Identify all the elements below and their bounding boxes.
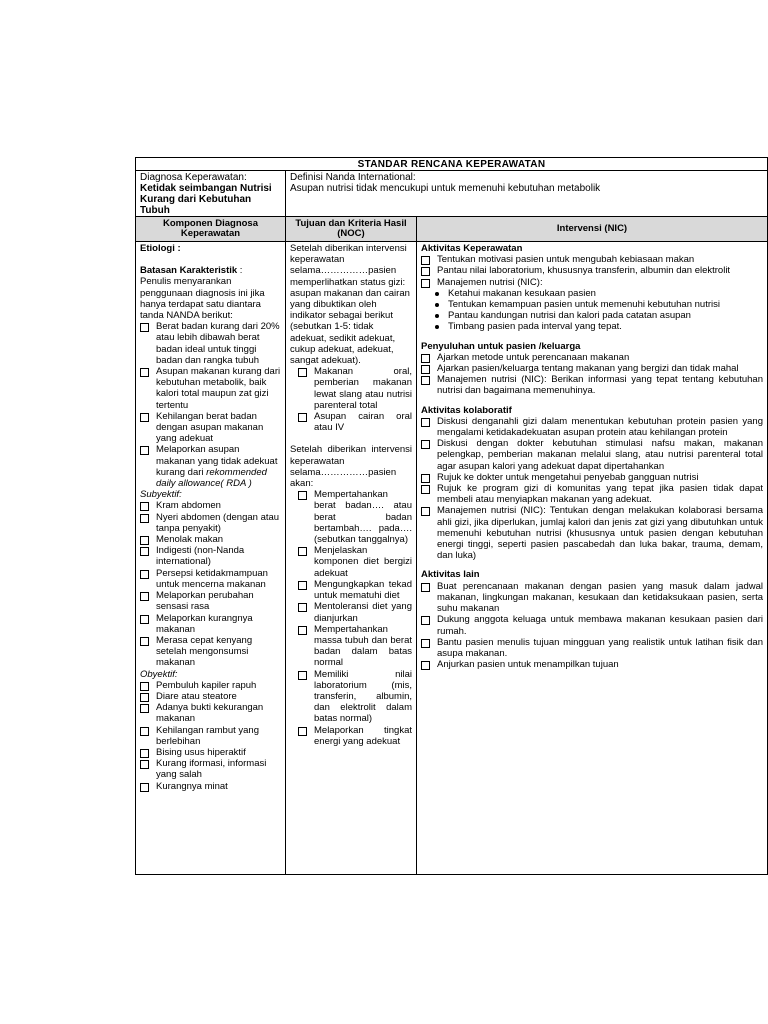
list-item: Nyeri abdomen (dengan atau tanpa penyakit) — [140, 512, 281, 534]
checkbox-icon — [421, 365, 430, 374]
checkbox-icon — [140, 368, 149, 377]
checkbox-icon — [421, 418, 430, 427]
checkbox-icon — [298, 603, 307, 612]
checkbox-icon — [298, 581, 307, 590]
checkbox-icon — [140, 547, 149, 556]
checkbox-icon — [140, 637, 149, 646]
bullet-item: Pantau kandungan nutrisi dan kalori pada catatan asupan — [435, 310, 763, 321]
noc-scale: (sebutkan 1-5: tidak adekuat, sedikit adekuat, cukup adekuat, adekuat, sangat adekuat). — [290, 321, 396, 367]
list-item: Anjurkan pasien untuk menampilkan tujuan — [421, 659, 763, 670]
list-item: Tentukan motivasi pasien untuk mengubah kebiasaan makan — [421, 254, 763, 265]
list-item: Bising usus hiperaktif — [140, 747, 281, 758]
checkbox-icon — [421, 267, 430, 276]
diagnosis-name: Ketidak seimbangan Nutrisi Kurang dari Kebutuhan Tubuh — [140, 183, 272, 216]
checkbox-icon — [140, 727, 149, 736]
checkbox-icon — [421, 507, 430, 516]
list-item: Mempertahankan massa tubuh dan berat badan dalam batas normal — [298, 624, 412, 669]
checkbox-icon — [421, 616, 430, 625]
list-item: Diskusi denganahli gizi dalam menentukan kebutuhan protein pasien yang mengalami ketidakadekuatan asupan protein atau kehilangan protein — [421, 416, 763, 438]
bullet-icon — [435, 314, 439, 318]
checkbox-icon — [140, 682, 149, 691]
checkbox-icon — [140, 323, 149, 332]
list-item: Asupan cairan oral atau IV — [298, 411, 412, 433]
list-item: Kehilangan rambut yang berlebihan — [140, 725, 281, 747]
list-item: Merasa cepat kenyang setelah mengonsumsi makanan — [140, 635, 281, 669]
list-item: Menjelaskan komponen diet bergizi adekuat — [298, 545, 412, 579]
checkbox-icon — [140, 749, 149, 758]
list-item: Adanya bukti kekurangan makanan — [140, 702, 281, 724]
checkbox-icon — [421, 485, 430, 494]
list-item: Memiliki nilai laboratorium (mis, transferin, albumin, dan elektrolit dalam batas normal) — [298, 669, 412, 725]
section-heading: Aktivitas kolaboratif — [421, 404, 512, 416]
checkbox-icon — [140, 592, 149, 601]
list-item: Manajemen nutrisi (NIC): Berikan informasi yang tepat tentang kebutuhan nutrisi dan bagaimana memenuhinya. — [421, 374, 763, 396]
bullet-item: Timbang pasien pada interval yang tepat. — [435, 321, 763, 332]
tujuan-column — [286, 242, 417, 875]
checkbox-icon — [140, 446, 149, 455]
list-item: Mempertahankan berat badan…. atau berat badan bertambah…. pada…. (sebutkan tanggalnya) — [298, 489, 412, 545]
checkbox-icon — [421, 639, 430, 648]
list-item: Rujuk ke program gizi di komunitas yang tepat jika pasien tidak dapat membeli atau menyiapkan makanan yang adekuat. — [421, 483, 763, 505]
checkbox-icon — [140, 693, 149, 702]
title-row — [136, 158, 768, 171]
definition-label: Definisi Nanda International: — [290, 172, 416, 183]
list-item: Manajemen nutrisi (NIC): Tentukan dengan melakukan kolaborasi bersama ahli gizi, jika diperlukan, jumlaj kalori dan jenis zat gizi yang dibutuhkan untuk memenuhi kebutuhan nutrisi (khususnya untuk pasien dengan kebutuhan energi tinggi, seperti pasien pascabedah dan luka bakar, trauma, demam, dan luka) — [421, 505, 763, 561]
list-item: Ajarkan pasien/keluarga tentang makanan yang bergizi dan tidak mahal — [421, 363, 763, 374]
batasan-heading — [140, 265, 281, 276]
definition-text: Asupan nutrisi tidak mencukupi untuk memenuhi kebutuhan metabolik — [290, 183, 601, 194]
checkbox-icon — [140, 570, 149, 579]
batasan-colon: : — [237, 265, 243, 277]
checkbox-icon — [421, 583, 430, 592]
batasan-intro: Penulis menyarankan penggunaan diagnosis ini jika hanya terdapat satu diantara tanda NANDA berikut: — [140, 276, 265, 322]
list-item: Pembuluh kapiler rapuh — [140, 680, 281, 691]
list-item: Rujuk ke dokter untuk mengetahui penyebab gangguan nutrisi — [421, 472, 763, 483]
checkbox-icon — [140, 704, 149, 713]
header-tujuan: Tujuan dan Kriteria Hasil (NOC) — [286, 217, 417, 242]
section-heading: Penyuluhan untuk pasien /keluarga — [421, 340, 581, 352]
header-komponen: Komponen Diagnosa Keperawatan — [136, 217, 286, 242]
checkbox-icon — [140, 514, 149, 523]
bullet-icon — [435, 325, 439, 329]
checkbox-icon — [140, 760, 149, 769]
diagnosis-row — [136, 171, 768, 217]
header-row — [136, 217, 768, 242]
noc-intro-1: Setelah diberikan intervensi keperawatan selama……………pasien memperlihatkan status gizi: asupan makanan dan cairan yang dibuktikan oleh indikator sebagai berikut — [290, 243, 410, 322]
list-item: Diare atau steatore — [140, 691, 281, 702]
list-item: Manajemen nutrisi (NIC): — [421, 277, 763, 288]
checkbox-icon — [140, 783, 149, 792]
checkbox-icon — [298, 727, 307, 736]
checkbox-icon — [421, 279, 430, 288]
checkbox-icon — [140, 413, 149, 422]
list-item: Mengungkapkan tekad untuk mematuhi diet — [298, 579, 412, 601]
bullet-item: Tentukan kemampuan pasien untuk memenuhi kebutuhan nutrisi — [435, 299, 763, 310]
checkbox-icon — [298, 671, 307, 680]
checkbox-icon — [421, 474, 430, 483]
care-plan-table — [135, 157, 768, 875]
body-row — [136, 242, 768, 875]
checkbox-icon — [298, 626, 307, 635]
list-item: Melaporkan kurangnya makanan — [140, 613, 281, 635]
list-item: Kurang iformasi, informasi yang salah — [140, 758, 281, 780]
checkbox-icon — [298, 491, 307, 500]
batasan-label: Batasan Karakteristik — [140, 265, 238, 277]
bullet-icon — [435, 303, 439, 307]
list-item: Ajarkan metode untuk perencanaan makanan — [421, 352, 763, 363]
section-heading: Aktivitas Keperawatan — [421, 243, 523, 254]
checkbox-icon — [298, 413, 307, 422]
checkbox-icon — [421, 354, 430, 363]
list-item: Makanan oral, pemberian makanan lewat slang atau nutrisi parenteral total — [298, 366, 412, 411]
intervensi-column — [417, 242, 768, 875]
section-heading: Aktivitas lain — [421, 569, 480, 581]
checkbox-icon — [140, 536, 149, 545]
list-item: Menolak makan — [140, 534, 281, 545]
diagnosis-label: Diagnosa Keperawatan: — [140, 172, 247, 183]
checkbox-icon — [421, 440, 430, 449]
list-item: Persepsi ketidakmampuan untuk mencerna makanan — [140, 568, 281, 590]
etiologi-label: Etiologi : — [140, 243, 181, 254]
rda-text: rekommended daily allowance( RDA ) — [156, 466, 267, 490]
list-item: Mentoleransi diet yang dianjurkan — [298, 601, 412, 623]
checkbox-icon — [421, 256, 430, 265]
diagnosis-cell — [136, 171, 286, 217]
list-item: Pantau nilai laboratorium, khususnya transferin, albumin dan elektrolit — [421, 265, 763, 276]
checkbox-icon — [140, 615, 149, 624]
document-title: STANDAR RENCANA KEPERAWATAN — [136, 158, 768, 171]
list-item: Diskusi dengan dokter kebutuhan stimulasi nafsu makan, makanan pelengkap, pemberian makanan melalui slang, atau nutrisi parenteral total agar asupan kalori yang adekuat dapat dipertahankan — [421, 438, 763, 472]
obyektif-label: Obyektif: — [140, 668, 178, 680]
header-intervensi: Intervensi (NIC) — [417, 217, 768, 242]
list-item: Kurangnya minat — [140, 781, 281, 792]
list-item: Berat badan kurang dari 20% atau lebih dibawah berat badan ideal untuk tinggi badan dan rangka tubuh — [140, 321, 281, 366]
list-item: Buat perencanaan makanan dengan pasien yang masuk dalam jadwal makanan, lingkungan makanan, kesukaan dan ketidaksukaan pasien, serta suhu makanan — [421, 581, 763, 615]
list-item: Kram abdomen — [140, 500, 281, 511]
noc-intro-2: Setelah diberikan intervensi keperawatan selama……………pasien akan: — [290, 444, 412, 490]
list-item: Melaporkan tingkat energi yang adekuat — [298, 725, 412, 747]
checkbox-icon — [421, 376, 430, 385]
checkbox-icon — [298, 547, 307, 556]
bullet-icon — [435, 292, 439, 296]
checkbox-icon — [140, 502, 149, 511]
list-item: Indigesti (non-Nanda international) — [140, 545, 281, 567]
list-item: Dukung anggota keluaga untuk membawa makanan kesukaan pasien dari rumah. — [421, 614, 763, 636]
komponen-column — [136, 242, 286, 875]
list-item: Asupan makanan kurang dari kebutuhan metabolik, baik kalori total maupun zat gizi tertentu — [140, 366, 281, 411]
subyektif-label: Subyektif: — [140, 489, 182, 501]
list-item: Kehilangan berat badan dengan asupan makanan yang adekuat — [140, 411, 281, 445]
list-item: Melaporkan asupan makanan yang tidak adekuat kurang dari rekommended daily allowance( RDA ) — [140, 444, 281, 489]
checkbox-icon — [298, 368, 307, 377]
list-item: Bantu pasien menulis tujuan mingguan yang realistik untuk latihan fisik dan asupa makanan. — [421, 637, 763, 659]
checkbox-icon — [421, 661, 430, 670]
definition-cell — [286, 171, 768, 217]
bullet-item: Ketahui makanan kesukaan pasien — [435, 288, 763, 299]
list-item: Melaporkan perubahan sensasi rasa — [140, 590, 281, 612]
